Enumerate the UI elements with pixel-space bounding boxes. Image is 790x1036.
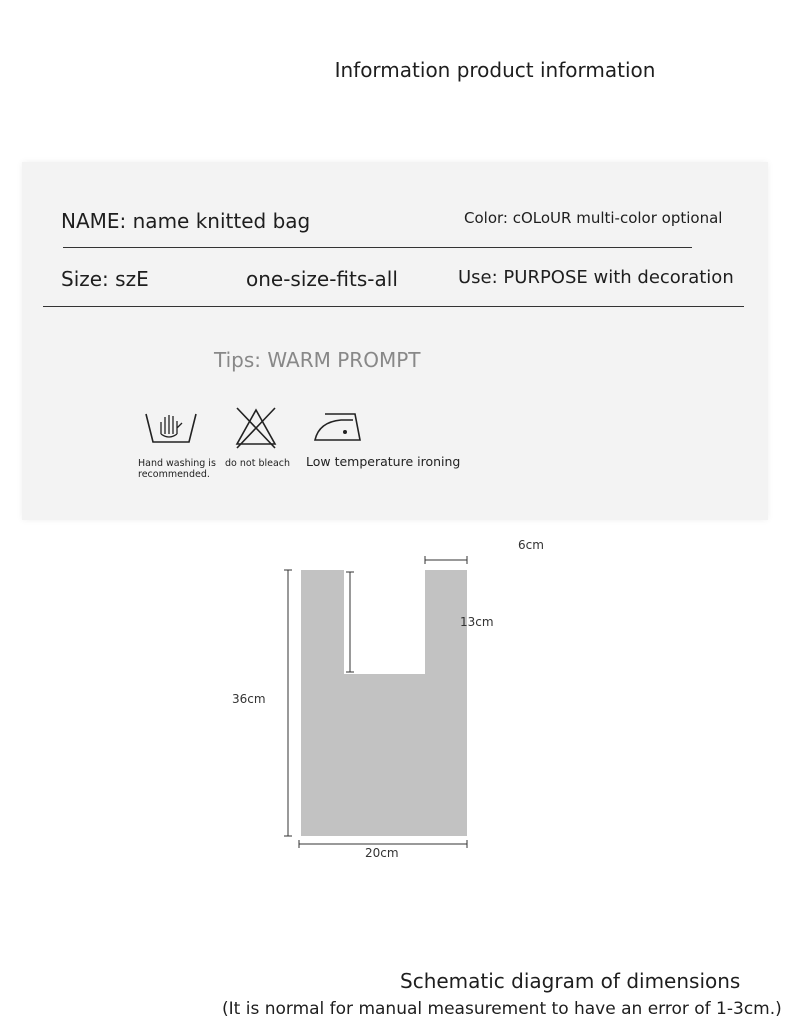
size-value: one-size-fits-all bbox=[246, 267, 398, 291]
care-caption: Low temperature ironing bbox=[306, 454, 461, 469]
use-field: Use: PURPOSE with decoration bbox=[458, 267, 734, 288]
width-label: 20cm bbox=[365, 846, 399, 860]
page-title: Information product information bbox=[334, 58, 656, 82]
divider bbox=[63, 247, 692, 248]
low-iron-icon bbox=[311, 404, 367, 450]
name-field: NAME: name knitted bag bbox=[61, 209, 311, 233]
color-field: Color: cOLoUR multi-color optional bbox=[464, 209, 723, 227]
bag-diagram bbox=[280, 550, 480, 850]
tips-heading: Tips: WARM PROMPT bbox=[214, 348, 421, 372]
measurement-note: (It is normal for manual measurement to have an error of 1-3cm.) bbox=[222, 999, 782, 1019]
hand-wash-icon bbox=[143, 404, 199, 450]
divider bbox=[43, 306, 744, 307]
care-caption: Hand washing is recommended. bbox=[138, 458, 216, 480]
size-field: Size: szE bbox=[61, 267, 149, 291]
strap-width-label: 6cm bbox=[518, 538, 544, 552]
diagram-title: Schematic diagram of dimensions bbox=[400, 969, 741, 993]
bag-shape bbox=[301, 570, 467, 836]
height-label: 36cm bbox=[232, 692, 266, 706]
opening-depth-label: 13cm bbox=[460, 615, 494, 629]
no-bleach-icon bbox=[233, 404, 279, 450]
care-caption: do not bleach bbox=[225, 458, 291, 469]
